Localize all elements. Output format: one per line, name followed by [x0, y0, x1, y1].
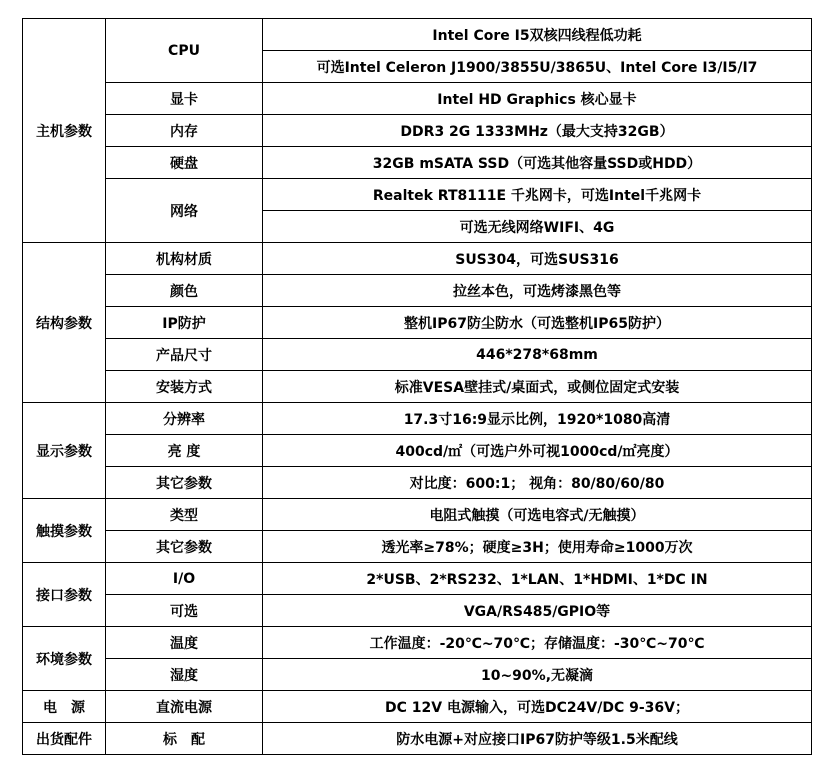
item-value: 可选Intel Celeron J1900/3855U/3865U、Intel Core I3/I5/I7 — [263, 51, 812, 83]
spec-row — [23, 659, 812, 691]
item-label: 标 配 — [106, 723, 263, 755]
item-label: 颜色 — [106, 275, 263, 307]
item-value: 对比度：600:1； 视角：80/80/60/80 — [263, 467, 812, 499]
item-value: SUS304，可选SUS316 — [263, 243, 812, 275]
group-label: 主机参数 — [23, 19, 106, 243]
item-label: I/O — [106, 563, 263, 595]
item-label: CPU — [106, 19, 263, 83]
spec-row — [23, 275, 812, 307]
spec-row — [23, 563, 812, 595]
spec-row — [23, 531, 812, 563]
spec-row — [23, 339, 812, 371]
group-label: 触摸参数 — [23, 499, 106, 563]
item-value: 透光率≥78%；硬度≥3H；使用寿命≥1000万次 — [263, 531, 812, 563]
item-label: 产品尺寸 — [106, 339, 263, 371]
item-value: 10~90%,无凝滴 — [263, 659, 812, 691]
item-label: 分辨率 — [106, 403, 263, 435]
item-value: 拉丝本色，可选烤漆黑色等 — [263, 275, 812, 307]
item-value: DC 12V 电源输入，可选DC24V/DC 9-36V； — [263, 691, 812, 723]
item-value: 电阻式触摸（可选电容式/无触摸） — [263, 499, 812, 531]
spec-row — [23, 595, 812, 627]
item-value: DDR3 2G 1333MHz（最大支持32GB） — [263, 115, 812, 147]
spec-row — [23, 499, 812, 531]
item-value: 标准VESA壁挂式/桌面式，或侧位固定式安装 — [263, 371, 812, 403]
group-label: 接口参数 — [23, 563, 106, 627]
item-label: 其它参数 — [106, 531, 263, 563]
spec-row — [23, 307, 812, 339]
item-label: 其它参数 — [106, 467, 263, 499]
spec-row — [23, 83, 812, 115]
item-label: 内存 — [106, 115, 263, 147]
spec-row — [23, 435, 812, 467]
item-value: 可选无线网络WIFI、4G — [263, 211, 812, 243]
item-label: 网络 — [106, 179, 263, 243]
item-value: Realtek RT8111E 千兆网卡，可选Intel千兆网卡 — [263, 179, 812, 211]
item-value: 32GB mSATA SSD（可选其他容量SSD或HDD） — [263, 147, 812, 179]
spec-row — [23, 19, 812, 51]
item-label: 类型 — [106, 499, 263, 531]
item-label: 直流电源 — [106, 691, 263, 723]
spec-row — [23, 179, 812, 211]
item-label: 硬盘 — [106, 147, 263, 179]
item-value: 17.3寸16:9显示比例，1920*1080高清 — [263, 403, 812, 435]
item-value: 2*USB、2*RS232、1*LAN、1*HDMI、1*DC IN — [263, 563, 812, 595]
spec-row — [23, 627, 812, 659]
item-label: 安装方式 — [106, 371, 263, 403]
item-value: 防水电源+对应接口IP67防护等级1.5米配线 — [263, 723, 812, 755]
spec-row — [23, 115, 812, 147]
group-label: 环境参数 — [23, 627, 106, 691]
item-label: 显卡 — [106, 83, 263, 115]
spec-table — [22, 18, 812, 755]
item-value: 446*278*68mm — [263, 339, 812, 371]
item-label: 湿度 — [106, 659, 263, 691]
spec-row — [23, 467, 812, 499]
group-label: 出货配件 — [23, 723, 106, 755]
group-label: 电 源 — [23, 691, 106, 723]
group-label: 显示参数 — [23, 403, 106, 499]
item-value: VGA/RS485/GPIO等 — [263, 595, 812, 627]
item-label: 亮 度 — [106, 435, 263, 467]
item-value: 400cd/㎡（可选户外可视1000cd/㎡亮度） — [263, 435, 812, 467]
spec-table-container — [22, 18, 812, 755]
spec-row — [23, 147, 812, 179]
item-label: 机构材质 — [106, 243, 263, 275]
item-value: 整机IP67防尘防水（可选整机IP65防护） — [263, 307, 812, 339]
spec-row — [23, 403, 812, 435]
spec-row — [23, 243, 812, 275]
spec-table-body — [23, 19, 812, 755]
spec-row — [23, 371, 812, 403]
item-value: Intel HD Graphics 核心显卡 — [263, 83, 812, 115]
item-value: Intel Core I5双核四线程低功耗 — [263, 19, 812, 51]
item-label: IP防护 — [106, 307, 263, 339]
item-label: 可选 — [106, 595, 263, 627]
spec-row — [23, 723, 812, 755]
spec-row — [23, 691, 812, 723]
item-value: 工作温度：-20℃~70℃；存储温度：-30℃~70℃ — [263, 627, 812, 659]
group-label: 结构参数 — [23, 243, 106, 403]
item-label: 温度 — [106, 627, 263, 659]
